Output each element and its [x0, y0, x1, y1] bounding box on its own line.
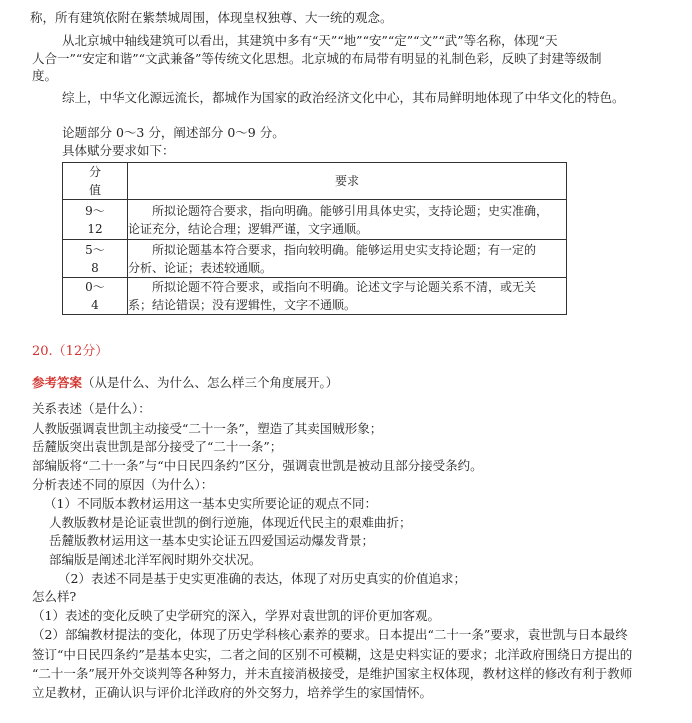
answer-line: 怎么样? [32, 589, 77, 604]
requirement-cell [128, 200, 567, 240]
score-line: 5～ [85, 242, 105, 257]
table-header-row [63, 163, 567, 200]
answer-line: （1）表述的变化反映了史学研究的深入，学界对袁世凯的评价更加客观。 [32, 608, 440, 623]
requirement-cell [128, 240, 567, 278]
scoring-summary: 论题部分 0～3 分，阐述部分 0～9 分。 [62, 125, 285, 140]
score-line: 0～ [85, 280, 105, 294]
scoring-table [62, 162, 567, 315]
requirement-line: 分析、论证；表述较通顺。 [128, 260, 273, 275]
table-row [63, 278, 567, 315]
answer-line: 部编版将“二十一条”与“中日民四条约”区分，强调袁世凯是被动且部分接受条约。 [32, 458, 483, 473]
requirement-line: 所拟论题基本符合要求，指向较明确。能够运用史实支持论题；有一定的 [152, 242, 537, 257]
answer-line: 人教版教材是论证袁世凯的倒行逆施，体现近代民主的艰难曲折； [49, 515, 412, 530]
score-line: 4 [91, 298, 99, 312]
score-cell [63, 240, 128, 278]
intro-line: 人合一”“安定和谐”“文武兼备”等传统文化思想。北京城的布局带有明显的礼制色彩，反映了封建等级制 [32, 51, 602, 66]
table-row [63, 240, 567, 278]
intro-line: 称，所有建筑依附在紫禁城周围，体现皇权独尊、大一统的观念。 [30, 10, 393, 25]
answer-scope-note: （从是什么、为什么、怎么样三个角度展开。） [82, 375, 339, 390]
answer-line: 岳麓版教材运用这一基本史实论证五四爱国运动爆发背景； [49, 533, 375, 548]
table-header-requirement [128, 163, 567, 200]
score-cell [63, 200, 128, 240]
answer-line: “二十一条”展开外交谈判等各种努力，并未直接消极接受，是维护国家主权体现，教材这样的修改有利于教师 [32, 666, 633, 681]
header-score-line: 值 [88, 183, 101, 197]
answer-line: 岳麓版突出袁世凯是部分接受了“二十一条”； [32, 439, 283, 454]
requirement-line: 所拟论题不符合要求，或指向不明确。论述文字与论题关系不清，或无关 [152, 280, 537, 294]
answer-label: 参考答案 [32, 375, 83, 390]
answer-line: 立足教材，正确认识与评价北洋政府的外交努力，培养学生的家国情怀。 [32, 685, 433, 700]
intro-line: 从北京城中轴线建筑可以看出，其建筑中多有“天”“地”“安”“定”“文”“武”等名称，体现“天 [62, 33, 558, 48]
question-number: 20.（12分） [32, 344, 109, 359]
answer-line: （2）表述不同是基于史实更准确的表达，体现了对历史真实的价值追求； [58, 571, 466, 586]
intro-line: 综上，中华文化源远流长，都城作为国家的政治经济文化中心，其布局鲜明地体现了中华文化的特色。 [62, 90, 625, 105]
requirement-line: 系；结论错误；没有逻辑性，文字不通顺。 [128, 298, 357, 312]
answer-line: 部编版是阐述北洋军阀时期外交状况。 [49, 552, 262, 567]
requirement-line: 所拟论题符合要求，指向明确。能够引用具体史实，支持论题；史实准确， [152, 203, 549, 218]
score-line: 12 [87, 221, 103, 236]
intro-line: 度。 [32, 68, 58, 83]
answer-line: 签订“中日民四条约”是基本史实，二者之间的区别不可模糊，这是史料实证的要求；北洋政府围绕日方提出的 [32, 647, 633, 662]
answer-line: （1）不同版本教材运用这一基本史实所要论证的观点不同： [44, 496, 377, 511]
requirement-line: 论证充分，结论合理；逻辑严谨，文字通顺。 [128, 221, 369, 236]
score-cell [63, 278, 128, 315]
answer-heading [32, 375, 338, 391]
score-line: 9～ [85, 203, 105, 218]
requirement-cell [128, 278, 567, 315]
answer-line: 人教版强调袁世凯主动接受“二十一条”，塑造了其卖国贼形象； [32, 421, 383, 436]
table-row [63, 200, 567, 240]
scoring-intro: 具体赋分要求如下： [62, 143, 175, 158]
answer-line: 关系表述（是什么）： [32, 401, 151, 416]
header-requirement-label: 要求 [334, 174, 359, 188]
answer-line: （2）部编教材提法的变化，体现了历史学科核心素养的要求。日本提出“二十一条”要求，袁世凯与日本最终 [32, 627, 628, 642]
table-header-score [63, 163, 128, 200]
header-score-line: 分 [88, 165, 101, 179]
score-line: 8 [91, 260, 99, 275]
answer-line: 分析表述不同的原因（为什么）： [32, 477, 214, 492]
